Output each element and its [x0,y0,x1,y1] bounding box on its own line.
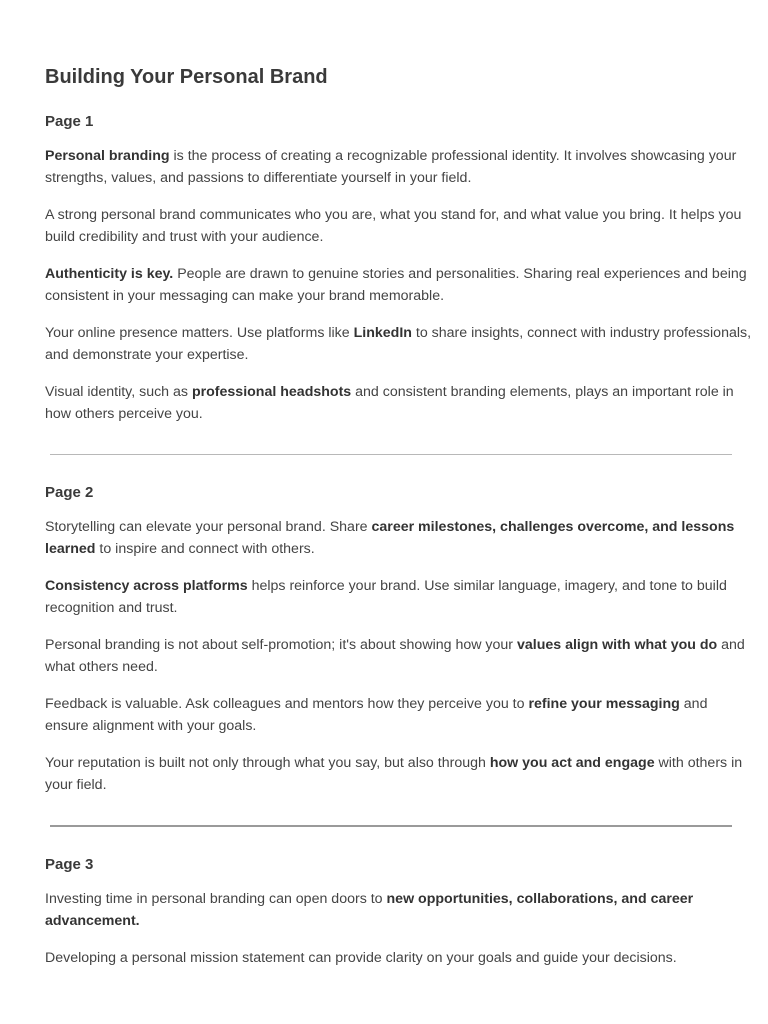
page-divider-1 [50,454,732,455]
page-1-section [45,112,752,425]
text-run: Feedback is valuable. Ask colleagues and mentors how they perceive you to [45,696,529,712]
document-title: Building Your Personal Brand [45,66,328,88]
text-run: and ensure alignment with your goals. [45,696,708,734]
text-run: and consistent branding elements, plays an important role in how others perceive you. [45,384,734,422]
text-run: Personal branding is not about self-promotion; it's about showing how your [45,637,517,653]
text-run: Your online presence matters. Use platforms like [45,325,354,341]
page-2-paragraph-5 [45,753,752,796]
text-run: and what others need. [45,637,745,675]
bold-text-run: Consistency across platforms [45,578,248,594]
page-divider-2 [50,825,732,827]
bold-text-run: new opportunities, collaborations, and career advancement. [45,891,694,929]
page-2-paragraph-4 [45,694,752,737]
text-run: to inspire and connect with others. [95,540,315,557]
page-1-heading: Page 1 [45,113,94,130]
page-3-paragraph-1 [45,889,752,932]
text-run: A strong personal brand communicates who you are, what you stand for, and what value you bring. It helps you build credibility and trust with your audience. [45,207,742,245]
page-3-section [45,855,752,970]
bold-text-run: Personal branding [45,148,170,164]
page-1-paragraph-1 [45,146,752,189]
bold-text-run: professional headshots [191,384,352,400]
text-run: is the process of creating a recognizable professional identity. It involves showcasing your strengths, values, and passions to differentiate yourself in your field. [45,148,737,186]
bold-text-run: how you act and engage [489,755,655,771]
text-run: Visual identity, such as [45,384,192,400]
page-1-paragraph-5 [45,382,752,425]
text-run: Storytelling can elevate your personal brand. Share [45,519,372,535]
page-2-heading: Page 2 [45,484,94,501]
bold-text-run: values align with what you do [516,637,718,653]
text-run: People are drawn to genuine stories and personalities. Sharing real experiences and being consistent in your messaging can make your brand memorable. [45,266,747,304]
bold-text-run: LinkedIn [353,325,412,341]
page-1-paragraph-3 [45,264,752,307]
text-run: Your reputation is built not only through what you say, but also through [45,755,490,771]
bold-text-run: Authenticity is key. [45,266,174,282]
bold-text-run: refine your messaging [528,696,680,712]
bold-text-run: career milestones, challenges overcome, and lessons learned [45,519,735,557]
text-run: Investing time in personal branding can open doors to [45,891,387,907]
page-2-paragraph-1 [45,517,752,560]
page-2-paragraph-2 [45,576,752,619]
page-1-paragraph-2 [45,205,752,248]
text-run: Developing a personal mission statement can provide clarity on your goals and guide your decisions. [45,950,677,966]
page-2-section [45,483,752,796]
page-2-paragraph-3 [45,635,752,678]
text-run: to share insights, connect with industry professionals, and demonstrate your expertise. [45,325,752,363]
text-run: with others in your field. [45,755,743,793]
page-3-paragraph-2 [45,948,752,970]
page-3-heading: Page 3 [45,856,94,873]
text-run: helps reinforce your brand. Use similar language, imagery, and tone to build recognition and trust. [45,578,727,616]
page-1-paragraph-4 [45,323,752,366]
